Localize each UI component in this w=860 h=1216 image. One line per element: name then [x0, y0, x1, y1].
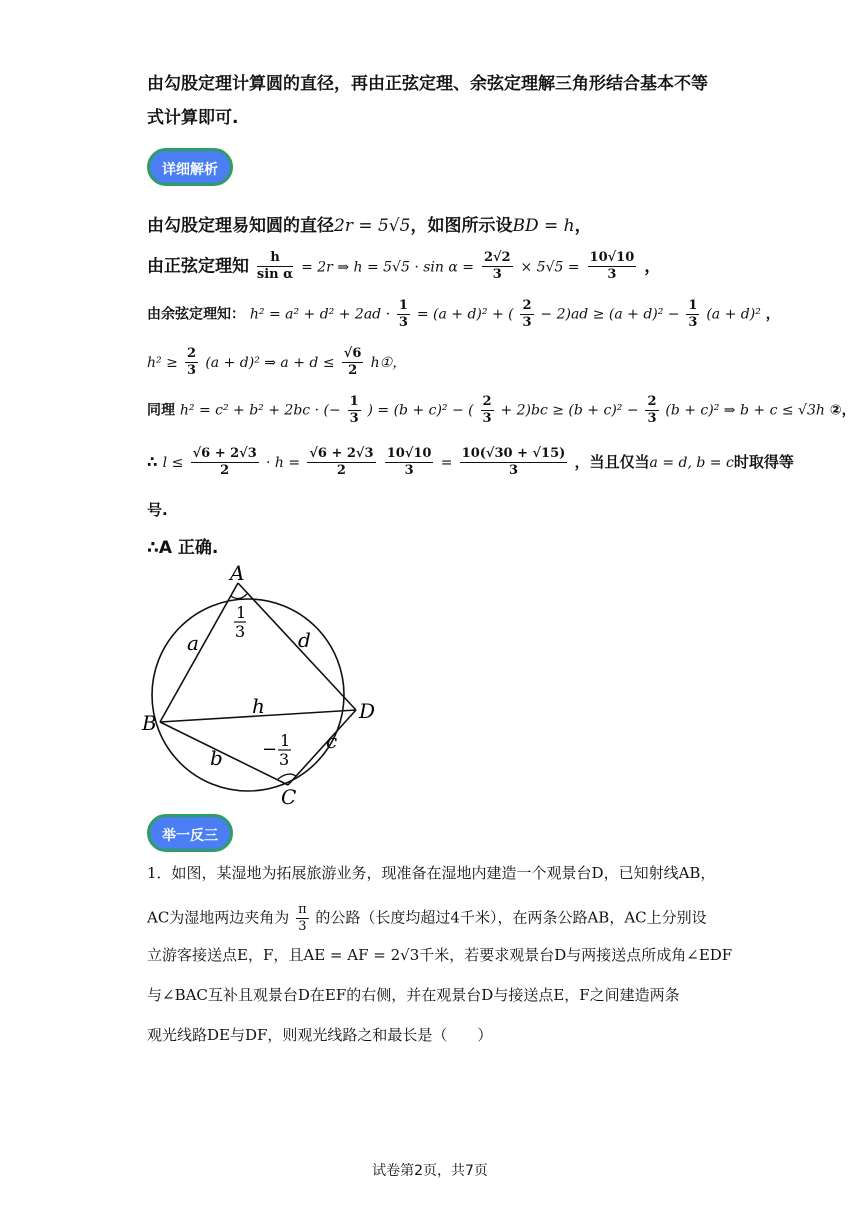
fraction: $\frac{2}{3}$ [187, 346, 197, 378]
text: 由正弦定理知 [147, 256, 249, 277]
text: 的公路（长度均超过4千米），在两条公路AB，AC上分别设 [315, 908, 707, 927]
angle-arc-a [231, 594, 247, 599]
detail-line-2 [147, 250, 661, 283]
side-d [238, 583, 356, 710]
label-side-c: c [326, 729, 338, 753]
detail-line-7: 号. [147, 501, 168, 519]
angle-c-den: 3 [279, 750, 290, 769]
question-line-1: 1．如图，某湿地为拓展旅游业务，现准备在湿地内建造一个观景台D，已知射线AB， [147, 864, 716, 882]
math: = 2r ⇒ h = 5√5 · sin α = [301, 259, 475, 276]
math: a = d, b = c [649, 455, 734, 471]
math: h² = c² + b² + 2bc · (− [179, 402, 341, 419]
label-d-vertex: D [359, 699, 376, 723]
angle-a-num: 1 [236, 603, 247, 622]
math: · h = [265, 455, 301, 471]
fraction: $\frac{10(√30 + √15)}{3}$ [461, 446, 566, 478]
text: ∴ [147, 453, 158, 471]
text: 由余弦定理知： [147, 306, 245, 323]
question-line-3: 立游客接送点E，F，且AE = AF = 2√3千米，若要求观景台D与两接送点所成角∠EDF [147, 946, 733, 964]
math-bd: BD = h [512, 216, 575, 236]
detail-line-1 [147, 214, 592, 238]
detail-line-8: ∴A 正确. [147, 538, 219, 558]
math: × 5√5 = [520, 259, 580, 276]
math: (b + c)² ⇒ b + c ≤ √3h [665, 402, 825, 419]
fraction: $\frac{1}{3}$ [688, 298, 698, 330]
angle-a-den: 3 [235, 622, 246, 641]
label-side-h: h [252, 694, 265, 718]
math: h² = a² + d² + 2ad · [249, 306, 391, 323]
math: l ≤ [162, 455, 184, 471]
analysis-line-1: 由勾股定理计算圆的直径，再由正弦定理、余弦定理解三角形结合基本不等 [147, 74, 708, 94]
text: ， [644, 256, 662, 277]
text: ，当且仅当 [574, 453, 650, 471]
label-a-vertex: A [230, 561, 245, 585]
question-line-5: 观光线路DE与DF，则观光线路之和最长是（ ） [147, 1026, 493, 1044]
math: ) = (b + c)² − ( [367, 402, 474, 419]
label-c-vertex: C [281, 785, 297, 809]
detail-badge: 详细解析 [147, 148, 233, 186]
math: h①， [370, 355, 407, 371]
detail-line-4 [147, 346, 406, 379]
math-diameter: 2r = 5√5 [334, 216, 411, 236]
text: ，如图所示设 [410, 216, 513, 236]
angle-c-num: 1 [280, 731, 291, 750]
detail-line-6 [147, 446, 794, 479]
question-line-4: 与∠BAC互补且观景台D在EF的右侧，并在观景台D与接送点E，F之间建造两条 [147, 986, 680, 1004]
math: = [440, 455, 453, 471]
fraction: $\frac{√6 + 2√3}{2}$ [192, 446, 257, 478]
side-c [288, 710, 356, 785]
angle-c-sign: − [262, 739, 278, 760]
fraction: $\frac{10√10}{3}$ [589, 250, 635, 282]
text: ②， [829, 402, 856, 419]
math: + 2)bc ≥ (b + c)² − [500, 402, 639, 419]
math: (a + d)² [706, 306, 761, 323]
label-side-b: b [210, 746, 223, 770]
label-side-d: d [298, 628, 311, 652]
side-a [160, 583, 238, 722]
fraction: $\frac{1}{3}$ [398, 298, 408, 330]
circle-triangle-figure [140, 560, 380, 810]
page-footer: 试卷第2页，共7页 [372, 1163, 488, 1179]
label-b-vertex: B [142, 711, 157, 735]
fraction: $\frac{2}{3}$ [522, 298, 532, 330]
fraction: $\frac{10√10}{3}$ [386, 446, 432, 478]
math: h² ≥ [147, 355, 178, 371]
detail-line-5 [147, 394, 856, 427]
label-side-a: a [187, 631, 199, 655]
text: 同理 [147, 402, 175, 419]
practice-badge: 举一反三 [147, 814, 233, 852]
fraction: $\frac{2}{3}$ [647, 394, 657, 426]
fraction: $\frac{2}{3}$ [482, 394, 492, 426]
fraction: $\frac{√6 + 2√3}{2}$ [309, 446, 374, 478]
text: 由勾股定理易知圆的直径 [147, 216, 334, 236]
fraction: $\frac{2√2}{3}$ [483, 250, 511, 282]
text: 时取得等 [733, 453, 794, 471]
analysis-line-2: 式计算即可. [147, 108, 239, 128]
math: − 2)ad ≥ (a + d)² − [540, 306, 680, 323]
circle [152, 599, 344, 791]
fraction: $\frac{h}{\text{sin α}}$ [256, 250, 294, 282]
detail-line-3 [147, 298, 780, 331]
question-line-2 [147, 902, 707, 935]
fraction: $\frac{√6}{2}$ [343, 346, 362, 378]
math: = (a + d)² + ( [416, 306, 514, 323]
text: ， [574, 216, 592, 236]
fraction-pi-3: $\frac{\pi}{3}$ [298, 902, 307, 934]
fraction: $\frac{1}{3}$ [349, 394, 359, 426]
math: (a + d)² ⇒ a + d ≤ [205, 355, 335, 371]
text: ， [765, 306, 780, 323]
text: AC为湿地两边夹角为 [147, 908, 290, 927]
